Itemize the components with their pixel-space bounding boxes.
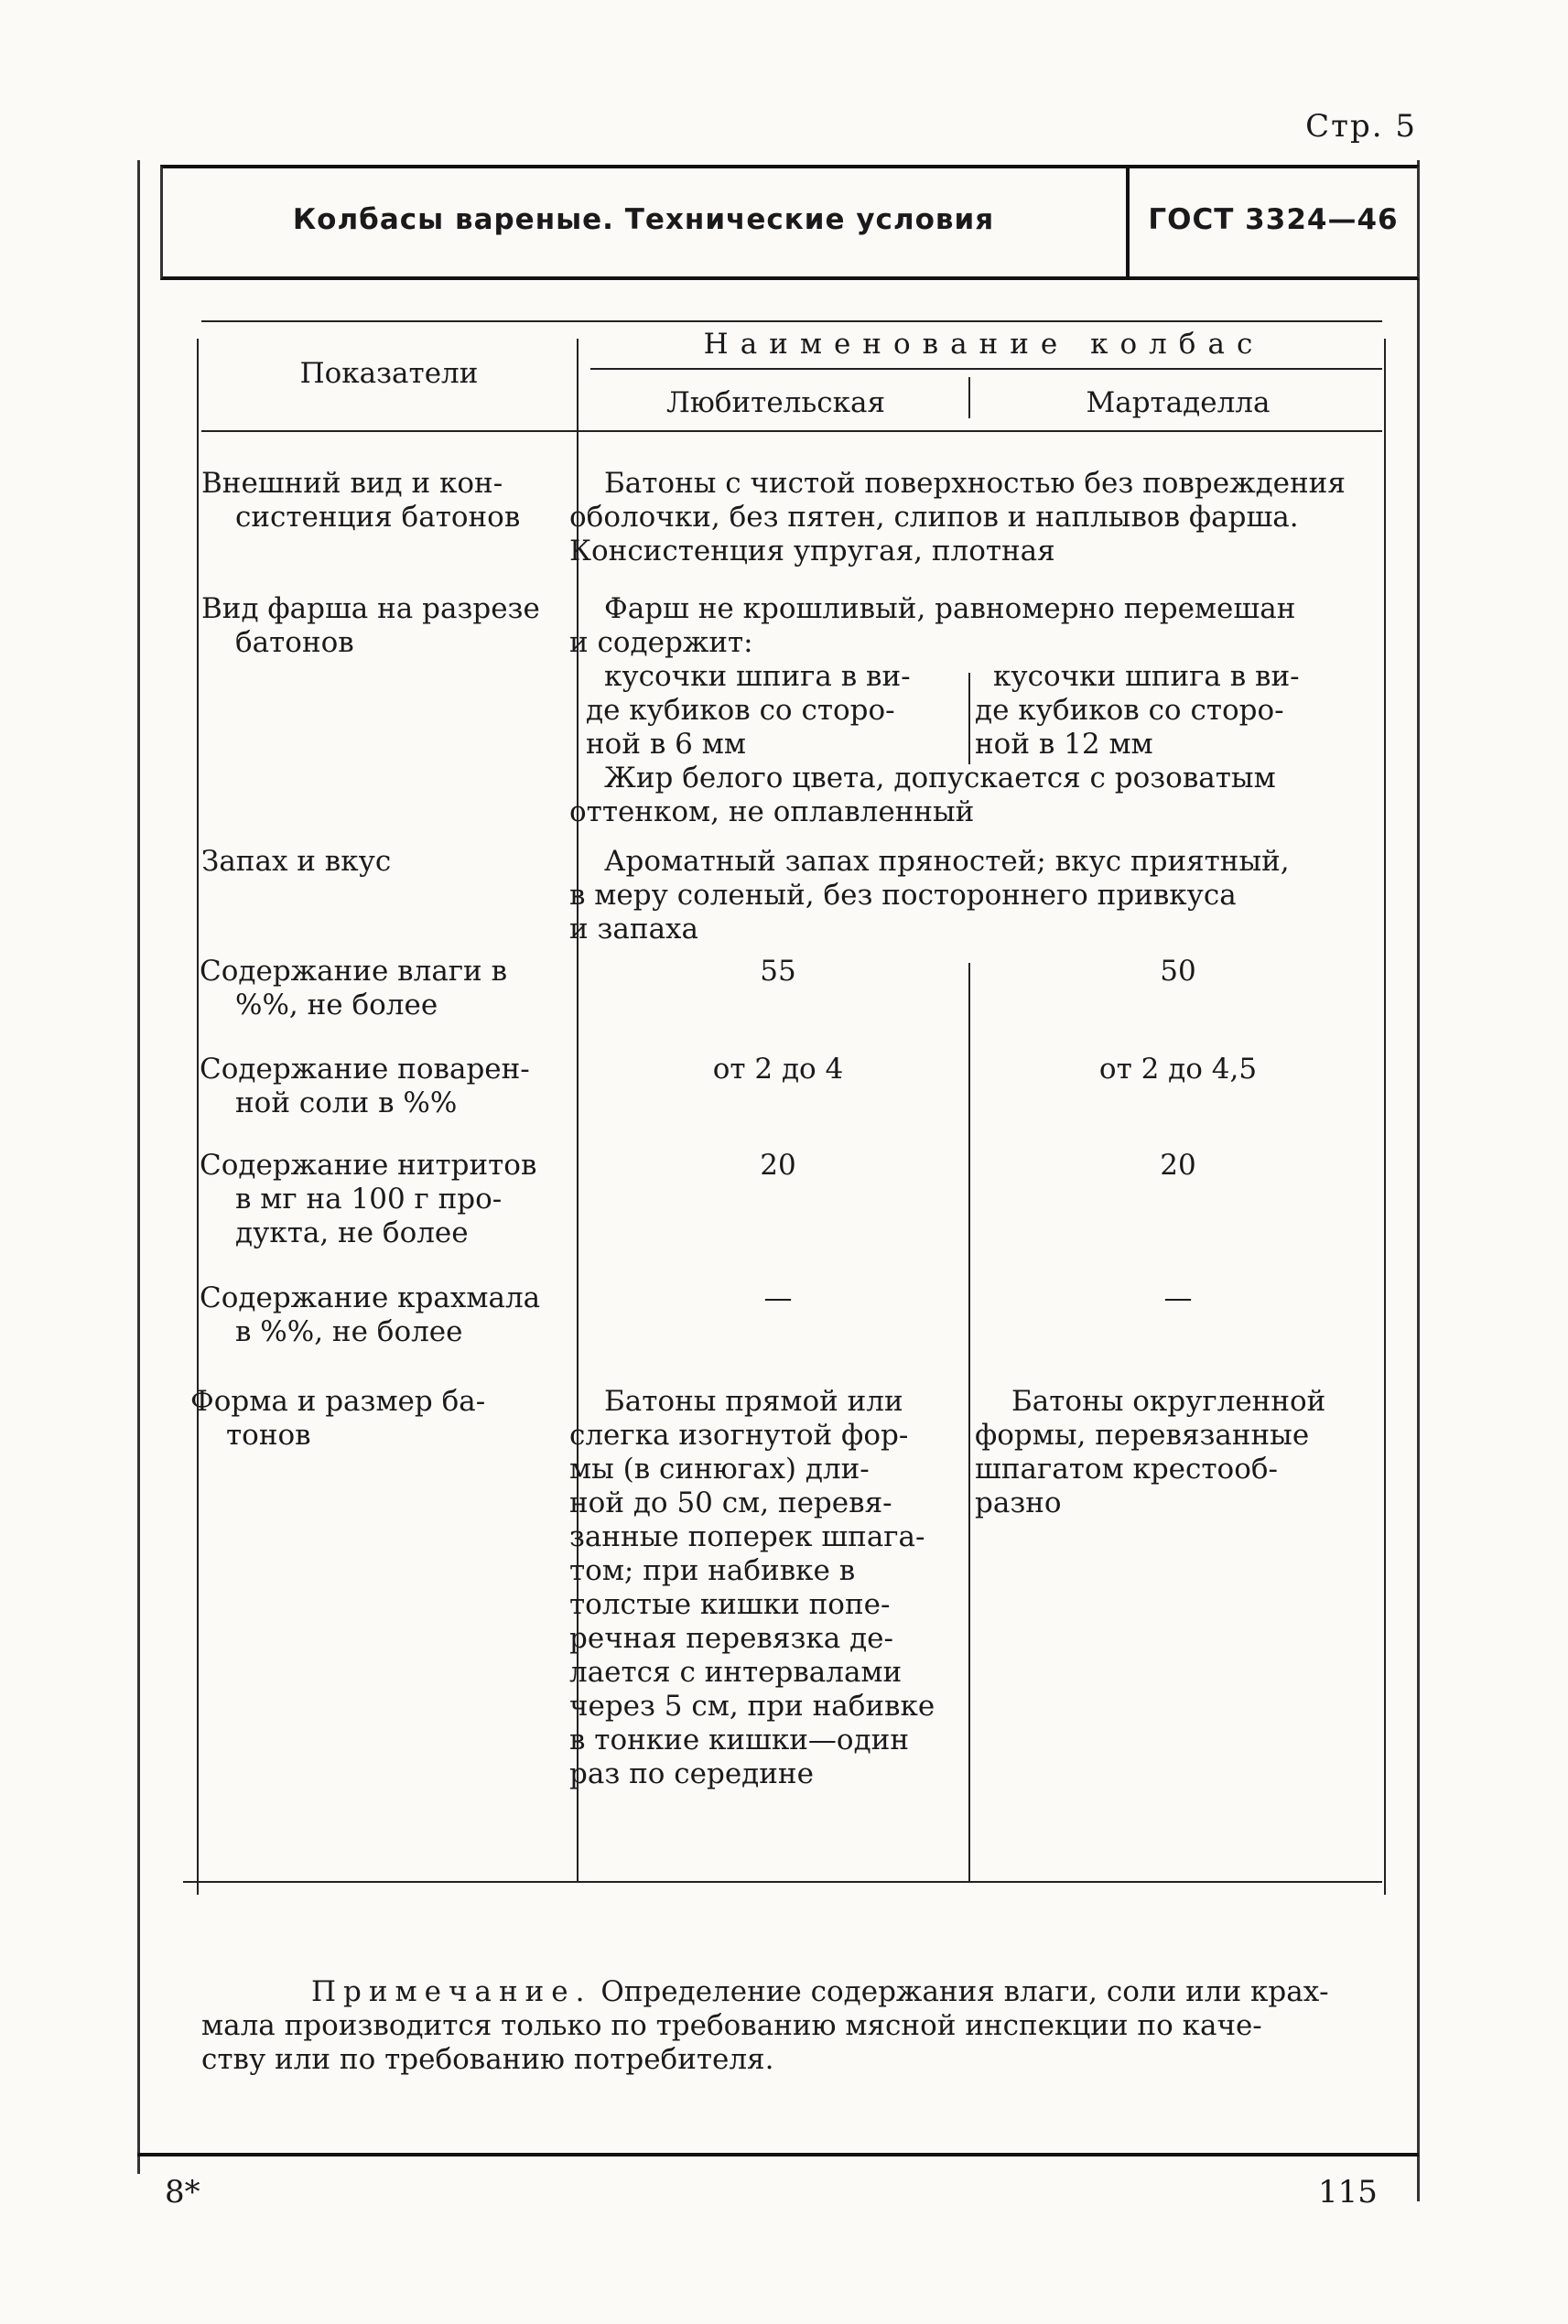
merged-cell: Фарш не крошливый, равномерно перемешан: [604, 592, 1296, 625]
cell-a: кусочки шпига в ви-: [604, 660, 911, 693]
merged-cell: Ароматный запах пряностей; вкус приятный,: [604, 845, 1290, 878]
right-margin-rule: [1417, 160, 1420, 2201]
cell-a: де кубиков со сторо-: [586, 694, 895, 727]
table-top-rule: [201, 320, 1382, 322]
cell-a: от 2 до 4: [712, 1053, 844, 1086]
note-label: Примечание.: [311, 1975, 592, 2008]
header-bottom-rule: [201, 430, 1382, 432]
merged-cell: и запаха: [569, 913, 699, 946]
row-name: Форма и размер ба-: [190, 1385, 486, 1418]
cell-b: —: [1163, 1281, 1193, 1314]
cell-b: Батоны округленной: [1011, 1385, 1326, 1418]
signature-mark: 8*: [165, 2174, 200, 2211]
row-name: в мг на 100 г про-: [235, 1183, 503, 1216]
subheader-divider: [968, 377, 970, 418]
table-bottom-rule: [183, 1881, 1382, 1883]
cell-a: ной в 6 мм: [586, 728, 746, 761]
left-margin-rule: [137, 160, 140, 2174]
cell-a: толстые кишки попе-: [569, 1588, 891, 1621]
column-group-header: Наименование колбас: [703, 328, 1265, 361]
fat-row-divider: [968, 673, 970, 764]
row-name: в %%, не более: [235, 1315, 463, 1348]
cell-a: через 5 см, при набивке: [569, 1690, 935, 1723]
cell-b: формы, перевязанные: [975, 1419, 1310, 1452]
row-name: Содержание поварен-: [200, 1053, 530, 1086]
row-name: Вид фарша на разрезе: [201, 592, 540, 625]
cell-a: в тонкие кишки—один: [569, 1724, 909, 1757]
cell-a: раз по середине: [569, 1757, 814, 1790]
cell-a: Батоны прямой или: [604, 1385, 903, 1418]
row-name: ной соли в %%: [235, 1086, 458, 1119]
document-title: Колбасы вареные. Технические условия: [292, 203, 995, 236]
row-name: тонов: [226, 1419, 311, 1452]
cell-a: ной до 50 см, перевя-: [569, 1486, 892, 1519]
row-name: дукта, не более: [235, 1216, 469, 1249]
values-divider: [968, 963, 970, 1881]
row-name: Содержание влаги в: [200, 955, 508, 988]
table-footnote: [183, 1975, 1373, 2077]
cell-b: 20: [1160, 1149, 1196, 1182]
column-header-martadella: Мартаделла: [1086, 386, 1271, 419]
merged-cell: Батоны с чистой поверхностью без повреждения: [604, 467, 1346, 500]
column-header-lyubitelskaya: Любительская: [665, 386, 886, 419]
cell-a: слегка изогнутой фор-: [569, 1419, 909, 1452]
bottom-rule: [137, 2153, 1419, 2156]
cell-a: занные поперек шпага-: [569, 1520, 925, 1553]
group-underline: [590, 368, 1382, 370]
row-name: Содержание нитритов: [200, 1149, 537, 1182]
row-name: батонов: [235, 626, 354, 659]
row-name: систенция батонов: [235, 501, 521, 534]
cell-b: ной в 12 мм: [975, 728, 1153, 761]
row-name: Запах и вкус: [201, 845, 392, 878]
merged-cell: Консистенция упругая, плотная: [569, 535, 1055, 567]
cell-a: мы (в синюгах) дли-: [569, 1453, 870, 1486]
cell-a: лается с интервалами: [569, 1656, 903, 1689]
cell-b: от 2 до 4,5: [1098, 1053, 1258, 1086]
cell-b: кусочки шпига в ви-: [993, 660, 1300, 693]
note-text: мала производится только по требованию мясной инспекции по каче-: [201, 2009, 1262, 2042]
cell-b: разно: [975, 1486, 1062, 1519]
row-name: Внешний вид и кон-: [201, 467, 503, 500]
note-text: Определение содержания влаги, соли или крах-: [600, 1975, 1329, 2008]
table-left-border: [197, 339, 199, 1895]
cell-b: шпагатом крестооб-: [975, 1453, 1279, 1486]
cell-a: 55: [760, 955, 796, 988]
cell-a: речная перевязка де-: [569, 1622, 893, 1655]
cell-a: 20: [760, 1149, 796, 1182]
merged-cell: оттенком, не оплавленный: [569, 795, 975, 828]
cell-a: —: [763, 1281, 793, 1314]
cell-b: 50: [1160, 955, 1196, 988]
table-right-border: [1384, 339, 1386, 1895]
requirements-table: [183, 320, 1391, 1895]
column-header-indicators: Показатели: [299, 357, 479, 390]
row-name: %%, не более: [235, 989, 438, 1021]
merged-cell: Жир белого цвета, допускается с розоватым: [604, 762, 1276, 794]
merged-cell: в меру соленый, без постороннего привкуса: [569, 879, 1237, 912]
printed-page-number: 115: [1318, 2174, 1378, 2211]
cell-b: де кубиков со сторо-: [975, 694, 1284, 727]
merged-cell: и содержит:: [569, 626, 753, 659]
merged-cell: оболочки, без пятен, слипов и наплывов фарша.: [569, 501, 1299, 534]
page-number: Стр. 5: [1305, 108, 1417, 145]
row-name: Содержание крахмала: [200, 1281, 541, 1314]
note-text: ству или по требованию потребителя.: [201, 2043, 774, 2076]
running-header: [160, 165, 1420, 280]
standard-number: ГОСТ 3324—46: [1148, 203, 1399, 236]
cell-a: том; при набивке в: [569, 1554, 856, 1587]
